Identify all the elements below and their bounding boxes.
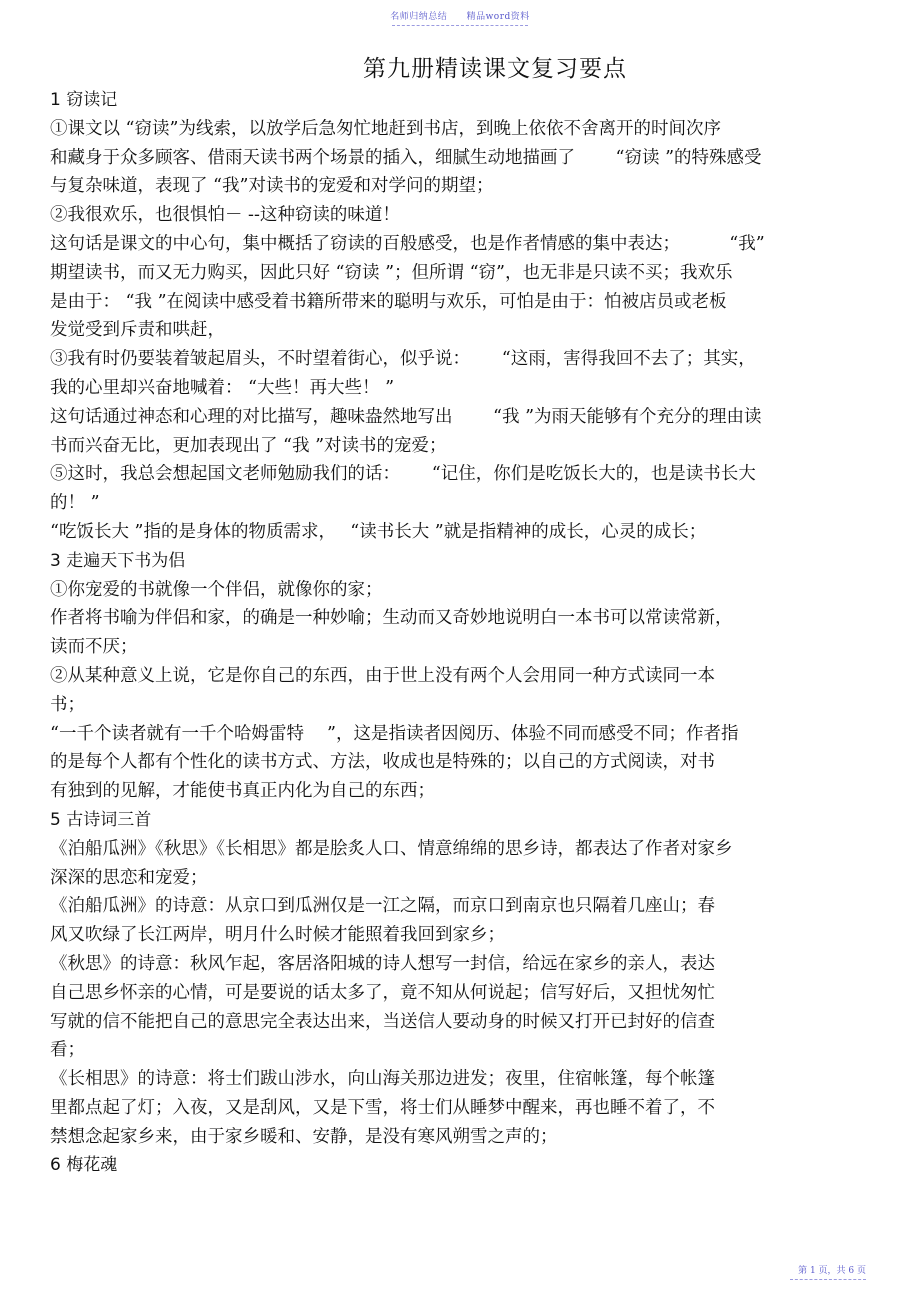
- section-heading: 5 古诗词三首: [50, 809, 152, 830]
- text-line: 里都点起了灯；入夜，又是刮风，又是下雪，将士们从睡梦中醒来，再也睡不着了，不: [50, 1097, 715, 1118]
- text-line: 的！ ”: [50, 493, 100, 514]
- text-line: 这句话通过神态和心理的对比描写，趣味盎然地写出 “我 ”为雨天能够有个充分的理由读: [50, 406, 762, 427]
- document-title: 第九册精读课文复习要点: [363, 56, 627, 82]
- text-line: 《长相思》的诗意：将士们跋山涉水，向山海关那边进发；夜里，住宿帐篷，每个帐篷: [50, 1069, 715, 1090]
- text-line: 发觉受到斥责和哄赶，: [50, 320, 225, 341]
- text-line: 书；: [50, 694, 85, 715]
- page-header: [0, 9, 920, 22]
- text-line: “吃饭长大 ”指的是身体的物质需求， “读书长大 ”就是指精神的成长，心灵的成长；: [50, 521, 707, 542]
- section-heading: 6 梅花魂: [50, 1155, 118, 1176]
- section-heading: 1 窃读记: [50, 90, 118, 110]
- text-line: 这句话是课文的中心句，集中概括了窃读的百般感受，也是作者情感的集中表达； “我”: [50, 233, 765, 254]
- text-line: ②我很欢乐，也很惧怕－ --这种窃读的味道！: [50, 205, 400, 226]
- text-line: 我的心里却兴奋地喊着： “大些！再大些！ ”: [50, 377, 395, 398]
- text-line: “一千个读者就有一千个哈姆雷特 ”，这是指读者因阅历、体验不同而感受不同；作者指: [50, 723, 739, 744]
- header-left-text: 名师归纳总结: [390, 12, 448, 22]
- text-line: 《泊船瓜洲》的诗意：从京口到瓜洲仅是一江之隔，而京口到南京也只隔着几座山；春: [50, 896, 715, 917]
- text-line: 是由于： “我 ”在阅读中感受着书籍所带来的聪明与欢乐，可怕是由于：怕被店员或老板: [50, 291, 727, 312]
- section-heading: 3 走遍天下书为侣: [50, 550, 186, 571]
- text-line: 《泊船瓜洲》《秋思》《长相思》都是脍炙人口、情意绵绵的思乡诗，都表达了作者对家乡: [50, 838, 733, 859]
- header-divider: [392, 25, 528, 26]
- text-line: ①你宠爱的书就像一个伴侣，就像你的家；: [50, 579, 383, 600]
- text-line: 《秋思》的诗意：秋风乍起，客居洛阳城的诗人想写一封信，给远在家乡的亲人，表达: [50, 953, 715, 974]
- text-line: 写就的信不能把自己的意思完全表达出来，当送信人要动身的时候又打开已封好的信查: [50, 1011, 715, 1032]
- text-line: 和藏身于众多顾客、借雨天读书两个场景的插入，细腻生动地描画了 “窃读 ”的特殊感受: [50, 147, 762, 168]
- footer-divider: [790, 1279, 866, 1280]
- text-line: 期望读书，而又无力购买，因此只好 “窃读 ”；但所谓 “窃”，也无非是只读不买；我欢乐: [50, 262, 733, 283]
- text-line: 风又吹绿了长江两岸，明月什么时候才能照着我回到家乡；: [50, 925, 505, 946]
- text-line: ②从某种意义上说，它是你自己的东西，由于世上没有两个人会用同一种方式读同一本: [50, 665, 715, 686]
- document-body: [50, 86, 880, 1180]
- header-right-text: 精品word资料: [466, 12, 530, 22]
- text-line: ③我有时仍要装着皱起眉头，不时望着街心，似乎说： “这雨，害得我回不去了；其实，: [50, 349, 756, 370]
- text-line: 与复杂味道，表现了 “我”对读书的宠爱和对学问的期望；: [50, 176, 494, 197]
- text-line: 书而兴奋无比，更加表现出了 “我 ”对读书的宠爱；: [50, 435, 447, 456]
- text-line: ⑤这时，我总会想起国文老师勉励我们的话： “记住，你们是吃饭长大的，也是读书长大: [50, 464, 756, 485]
- text-line: 深深的思恋和宠爱；: [50, 867, 208, 888]
- text-line: 有独到的见解，才能使书真正内化为自己的东西；: [50, 781, 435, 802]
- text-line: 作者将书喻为伴侣和家，的确是一种妙喻；生动而又奇妙地说明白一本书可以常读常新，: [50, 608, 733, 629]
- text-line: ①课文以 “窃读”为线索，以放学后急匆忙地赶到书店，到晚上依依不舍离开的时间次序: [50, 118, 721, 139]
- page-number: 第 1 页，共 6 页: [798, 1266, 866, 1276]
- text-line: 自己思乡怀亲的心情，可是要说的话太多了，竟不知从何说起；信写好后，又担忧匆忙: [50, 982, 715, 1003]
- text-line: 读而不厌；: [50, 637, 138, 658]
- text-line: 看；: [50, 1040, 85, 1061]
- text-line: 的是每个人都有个性化的读书方式、方法，收成也是特殊的；以自己的方式阅读，对书: [50, 752, 715, 773]
- text-line: 禁想念起家乡来，由于家乡暖和、安静，是没有寒风朔雪之声的；: [50, 1126, 558, 1147]
